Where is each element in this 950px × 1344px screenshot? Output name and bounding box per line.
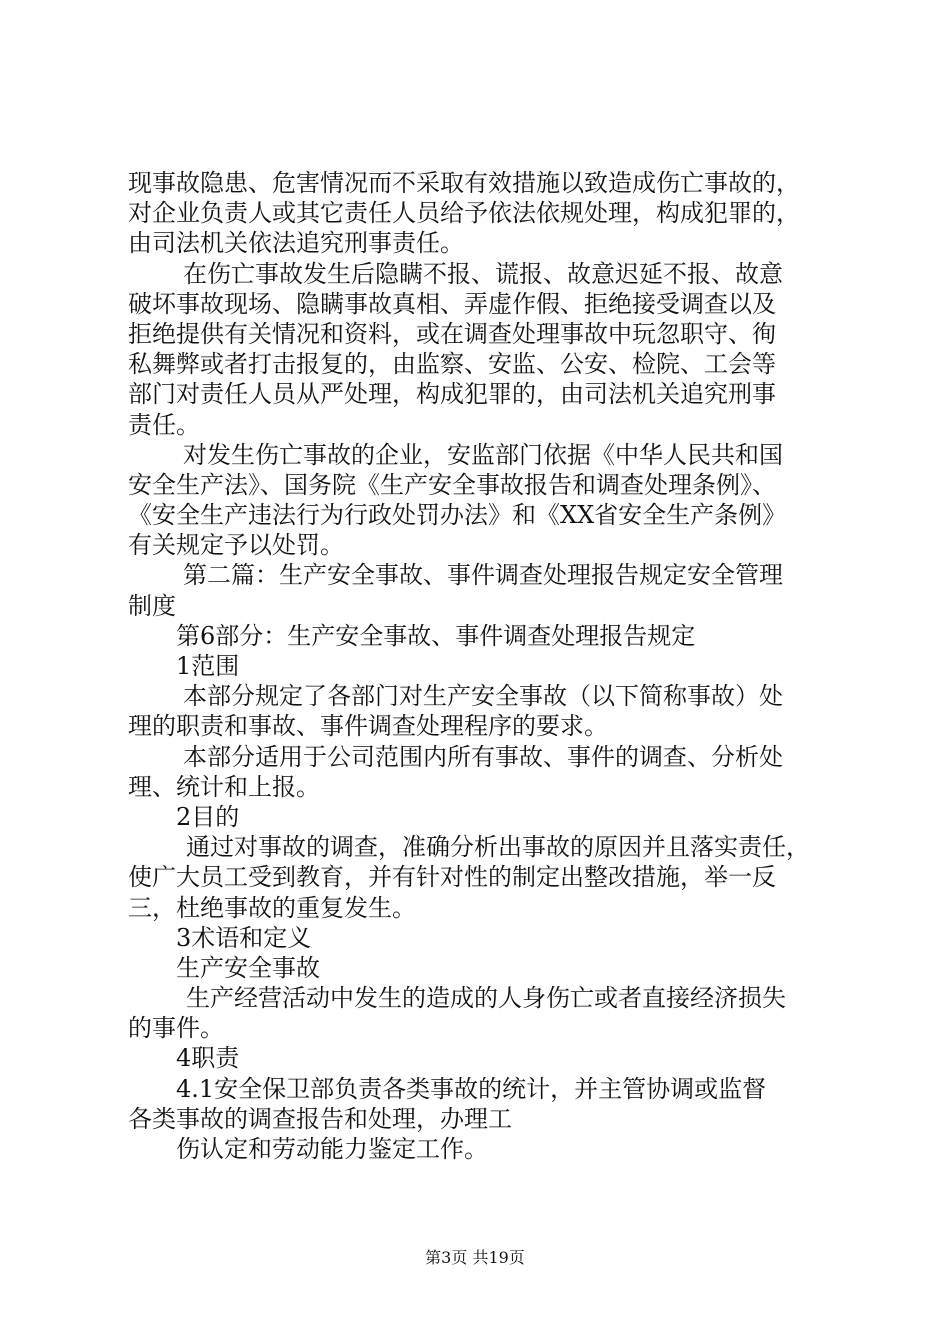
text-line: 生产安全事故: [176, 953, 320, 982]
text-line: 《安全生产违法行为行政处罚办法》和《XX省安全生产条例》: [128, 501, 787, 530]
text-line: 4.1安全保卫部负责各类事故的统计，并主管协调或监督: [176, 1074, 767, 1103]
text-line: 本部分适用于公司范围内所有事故、事件的调查、分析处: [183, 742, 783, 771]
text-line: 私舞弊或者打击报复的，由监察、安监、公安、检院、工会等: [128, 350, 776, 379]
text-line: 通过对事故的调查，准确分析出事故的原因并且落实责任，: [186, 833, 810, 862]
text-line: 本部分规定了各部门对生产安全事故（以下简称事故）处: [183, 682, 783, 711]
text-line: 制度: [128, 591, 176, 620]
text-line: 由司法机关依法追究刑事责任。: [128, 229, 464, 258]
text-line: 第二篇：生产安全事故、事件调查处理报告规定安全管理: [183, 561, 783, 590]
text-line: 理、统计和上报。: [128, 772, 320, 801]
text-line: 使广大员工受到教育，并有针对性的制定出整改措施，举一反: [128, 863, 776, 892]
text-line: 对发生伤亡事故的企业，安监部门依据《中华人民共和国: [183, 440, 783, 469]
text-line: 各类事故的调查报告和处理，办理工: [128, 1104, 512, 1133]
text-line: 三，杜绝事故的重复发生。: [128, 893, 416, 922]
document-body: [128, 168, 840, 1164]
text-line: 理的职责和事故、事件调查处理程序的要求。: [128, 712, 608, 741]
text-line: 部门对责任人员从严处理，构成犯罪的，由司法机关追究刑事: [128, 380, 776, 409]
text-line: 4职责: [176, 1044, 240, 1073]
text-line: 第6部分：生产安全事故、事件调查处理报告规定: [176, 621, 696, 650]
page-footer: 第3页 共19页: [425, 1248, 525, 1267]
text-line: 对企业负责人或其它责任人员给予依法依规处理，构成犯罪的，: [128, 199, 800, 228]
text-line: 2目的: [176, 802, 240, 831]
text-line: 安全生产法》、国务院《生产安全事故报告和调查处理条例》、: [128, 470, 776, 499]
text-line: 的事件。: [128, 1014, 224, 1043]
text-line: 伤认定和劳动能力鉴定工作。: [176, 1135, 488, 1163]
text-line: 在伤亡事故发生后隐瞒不报、谎报、故意迟延不报、故意: [183, 259, 783, 288]
text-line: 现事故隐患、危害情况而不采取有效措施以致造成伤亡事故的，: [128, 169, 800, 197]
text-line: 1范围: [176, 652, 240, 680]
text-line: 3术语和定义: [176, 923, 312, 952]
text-line: 破坏事故现场、隐瞒事故真相、弄虚作假、拒绝接受调查以及: [128, 289, 776, 318]
text-line: 有关规定予以处罚。: [128, 531, 344, 560]
text-line: 生产经营活动中发生的造成的人身伤亡或者直接经济损失: [186, 984, 786, 1013]
text-line: 责任。: [128, 410, 200, 439]
text-line: 拒绝提供有关情况和资料，或在调查处理事故中玩忽职守、徇: [128, 319, 776, 348]
